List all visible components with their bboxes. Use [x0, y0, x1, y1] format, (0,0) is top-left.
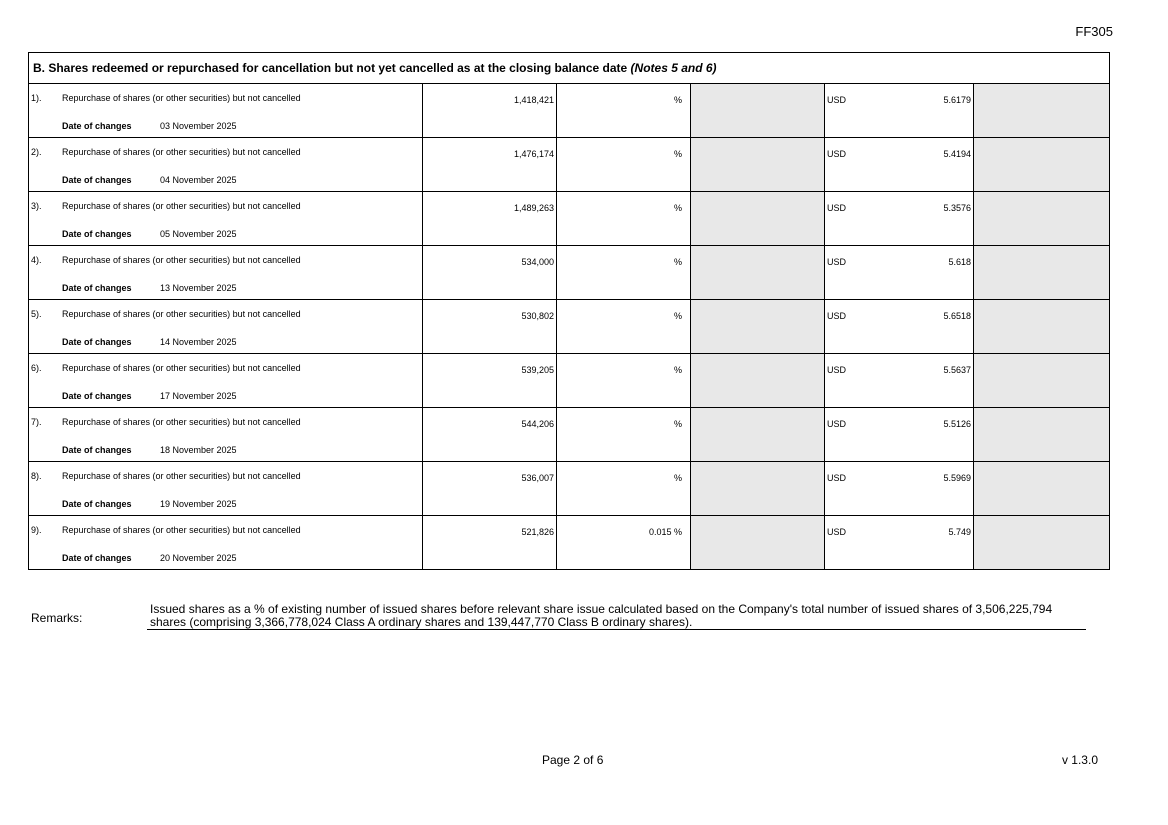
- date-value: 14 November 2025: [160, 337, 237, 347]
- date-label: Date of changes: [62, 283, 132, 293]
- quantity-cell: [423, 408, 557, 462]
- currency: USD: [827, 149, 847, 159]
- currency: USD: [827, 365, 847, 375]
- section-notes: (Notes 5 and 6): [630, 61, 717, 75]
- table-row: [29, 192, 1110, 246]
- price-value: 5.749: [948, 527, 971, 537]
- quantity-value: 544,206: [521, 419, 554, 429]
- currency: USD: [827, 473, 847, 483]
- percentage-value: %: [673, 257, 682, 267]
- shaded-cell: [691, 192, 825, 246]
- row-description-cell: [29, 408, 423, 462]
- price-cell: [825, 138, 974, 192]
- price-cell: [825, 462, 974, 516]
- quantity-cell: [423, 192, 557, 246]
- table-row: [29, 138, 1110, 192]
- date-value: 20 November 2025: [160, 553, 237, 563]
- percentage-value: %: [673, 419, 682, 429]
- percentage-cell: [557, 138, 691, 192]
- quantity-value: 1,418,421: [513, 95, 554, 105]
- row-description-cell: [29, 516, 423, 570]
- shaded-cell: [691, 408, 825, 462]
- table-row: [29, 462, 1110, 516]
- row-description: Repurchase of shares (or other securities) but not cancelled: [62, 309, 301, 319]
- section-title: [29, 53, 1110, 84]
- quantity-cell: [423, 354, 557, 408]
- row-number: 5).: [31, 309, 42, 319]
- price-value: 5.4194: [943, 149, 971, 159]
- quantity-cell: [423, 462, 557, 516]
- price-cell: [825, 408, 974, 462]
- row-description-cell: [29, 462, 423, 516]
- shaded-cell: [691, 516, 825, 570]
- row-number: 2).: [31, 147, 42, 157]
- shaded-cell: [691, 462, 825, 516]
- price-value: 5.6179: [943, 95, 971, 105]
- currency: USD: [827, 419, 847, 429]
- price-cell: [825, 84, 974, 138]
- row-description: Repurchase of shares (or other securities) but not cancelled: [62, 525, 301, 535]
- price-value: 5.618: [948, 257, 971, 267]
- date-label: Date of changes: [62, 391, 132, 401]
- percentage-cell: [557, 300, 691, 354]
- date-label: Date of changes: [62, 229, 132, 239]
- remarks-label: Remarks:: [31, 611, 83, 625]
- row-description-cell: [29, 192, 423, 246]
- section-title-text: B. Shares redeemed or repurchased for cancellation but not yet cancelled as at the closing balance date: [33, 61, 628, 75]
- date-value: 05 November 2025: [160, 229, 237, 239]
- shaded-cell: [974, 462, 1110, 516]
- date-label: Date of changes: [62, 121, 132, 131]
- quantity-cell: [423, 516, 557, 570]
- price-value: 5.5126: [943, 419, 971, 429]
- table-row: [29, 84, 1110, 138]
- shaded-cell: [974, 84, 1110, 138]
- shaded-cell: [974, 300, 1110, 354]
- currency: USD: [827, 527, 847, 537]
- percentage-value: %: [673, 473, 682, 483]
- form-code: FF305: [1075, 24, 1113, 39]
- shaded-cell: [974, 354, 1110, 408]
- quantity-cell: [423, 138, 557, 192]
- repurchase-table: [28, 52, 1110, 570]
- quantity-value: 530,802: [521, 311, 554, 321]
- date-value: 17 November 2025: [160, 391, 237, 401]
- page-number: Page 2 of 6: [542, 753, 604, 767]
- price-value: 5.5969: [943, 473, 971, 483]
- quantity-value: 536,007: [521, 473, 554, 483]
- date-value: 18 November 2025: [160, 445, 237, 455]
- row-number: 8).: [31, 471, 42, 481]
- price-value: 5.5637: [943, 365, 971, 375]
- row-description: Repurchase of shares (or other securities) but not cancelled: [62, 471, 301, 481]
- currency: USD: [827, 257, 847, 267]
- quantity-cell: [423, 84, 557, 138]
- row-description: Repurchase of shares (or other securities) but not cancelled: [62, 201, 301, 211]
- quantity-value: 521,826: [521, 527, 554, 537]
- price-cell: [825, 354, 974, 408]
- quantity-value: 1,476,174: [513, 149, 554, 159]
- table-row: [29, 354, 1110, 408]
- percentage-cell: [557, 246, 691, 300]
- date-label: Date of changes: [62, 553, 132, 563]
- price-value: 5.6518: [943, 311, 971, 321]
- date-label: Date of changes: [62, 175, 132, 185]
- percentage-cell: [557, 192, 691, 246]
- row-description: Repurchase of shares (or other securities) but not cancelled: [62, 147, 301, 157]
- currency: USD: [827, 203, 847, 213]
- shaded-cell: [974, 516, 1110, 570]
- row-description: Repurchase of shares (or other securities) but not cancelled: [62, 417, 301, 427]
- percentage-value: %: [673, 311, 682, 321]
- quantity-value: 539,205: [521, 365, 554, 375]
- percentage-value: 0.015 %: [648, 527, 682, 537]
- percentage-cell: [557, 84, 691, 138]
- remarks-text: Issued shares as a % of existing number of issued shares before relevant share issue calculated based on the Company's total number of issued shares of 3,506,225,794 shares (comprising 3,366,778,024 Class A ordinary shares and 139,447,770 Class B ordinary shares).: [147, 603, 1086, 630]
- shaded-cell: [974, 138, 1110, 192]
- date-value: 04 November 2025: [160, 175, 237, 185]
- shaded-cell: [691, 84, 825, 138]
- shaded-cell: [974, 192, 1110, 246]
- percentage-value: %: [673, 365, 682, 375]
- row-number: 7).: [31, 417, 42, 427]
- price-cell: [825, 300, 974, 354]
- table-row: [29, 246, 1110, 300]
- row-number: 6).: [31, 363, 42, 373]
- date-value: 19 November 2025: [160, 499, 237, 509]
- shaded-cell: [974, 246, 1110, 300]
- quantity-cell: [423, 300, 557, 354]
- row-description: Repurchase of shares (or other securities) but not cancelled: [62, 93, 301, 103]
- row-number: 3).: [31, 201, 42, 211]
- quantity-value: 534,000: [521, 257, 554, 267]
- shaded-cell: [691, 246, 825, 300]
- quantity-value: 1,489,263: [513, 203, 554, 213]
- table-row: [29, 516, 1110, 570]
- date-label: Date of changes: [62, 445, 132, 455]
- date-label: Date of changes: [62, 337, 132, 347]
- price-cell: [825, 246, 974, 300]
- row-description: Repurchase of shares (or other securities) but not cancelled: [62, 255, 301, 265]
- date-value: 13 November 2025: [160, 283, 237, 293]
- shaded-cell: [974, 408, 1110, 462]
- quantity-cell: [423, 246, 557, 300]
- row-number: 9).: [31, 525, 42, 535]
- shaded-cell: [691, 300, 825, 354]
- row-number: 1).: [31, 93, 42, 103]
- currency: USD: [827, 311, 847, 321]
- row-description-cell: [29, 354, 423, 408]
- price-value: 5.3576: [943, 203, 971, 213]
- section-header-row: [29, 53, 1110, 84]
- price-cell: [825, 192, 974, 246]
- row-number: 4).: [31, 255, 42, 265]
- row-description-cell: [29, 300, 423, 354]
- row-description: Repurchase of shares (or other securities) but not cancelled: [62, 363, 301, 373]
- shaded-cell: [691, 354, 825, 408]
- percentage-cell: [557, 462, 691, 516]
- row-description-cell: [29, 138, 423, 192]
- row-description-cell: [29, 84, 423, 138]
- shaded-cell: [691, 138, 825, 192]
- percentage-cell: [557, 516, 691, 570]
- currency: USD: [827, 95, 847, 105]
- row-description-cell: [29, 246, 423, 300]
- percentage-value: %: [673, 149, 682, 159]
- percentage-cell: [557, 408, 691, 462]
- version-label: v 1.3.0: [1061, 753, 1098, 767]
- percentage-value: %: [673, 95, 682, 105]
- date-label: Date of changes: [62, 499, 132, 509]
- table-row: [29, 300, 1110, 354]
- price-cell: [825, 516, 974, 570]
- percentage-value: %: [673, 203, 682, 213]
- table-row: [29, 408, 1110, 462]
- date-value: 03 November 2025: [160, 121, 237, 131]
- percentage-cell: [557, 354, 691, 408]
